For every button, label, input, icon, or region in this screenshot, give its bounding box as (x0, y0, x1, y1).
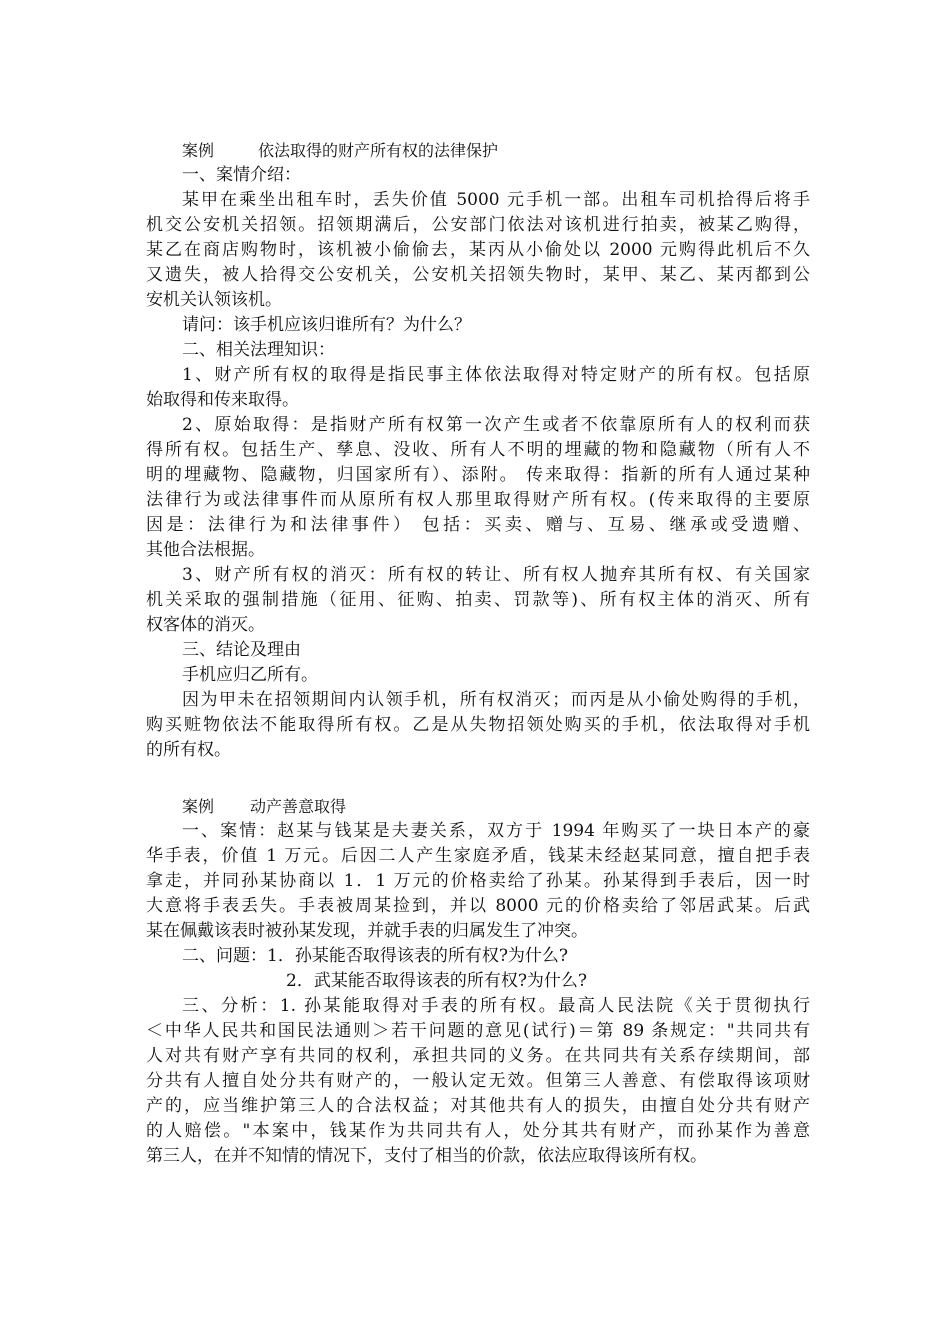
paragraph-line: 某甲在乘坐出租车时，丢失价值 5000 元手机一部。出租车司机拾得后将手 (182, 190, 810, 210)
paragraph-line: 明的埋藏物、隐藏物，归国家所有）、添附。 传来取得：指新的所有人通过某种 (146, 465, 810, 485)
paragraph-line: 第三人，在并不知情的情况下，支付了相当的价款，依法应取得该所有权。 (146, 1146, 707, 1166)
case-section-2 (146, 794, 810, 1169)
case-1-title-label: 案例 (182, 141, 215, 160)
paragraph-line: 分共有人擅自处分共有财产的，一般认定无效。但第三人善意、有偿取得该项财 (146, 1071, 810, 1091)
case-2-title (146, 794, 810, 819)
paragraph-line: 的人赔偿。"本案中，钱某作为共同共有人，处分其共有财产，而孙某作为善意 (146, 1121, 810, 1141)
paragraph-line: 三、结论及理由 (182, 640, 301, 660)
paragraph-line: 某在佩戴该表时被孙某发现，并就手表的归属发生了冲突。 (146, 921, 588, 941)
paragraph-line: 又遗失，被人拾得交公安机关，公安机关招领失物时，某甲、某乙、某丙都到公 (146, 265, 810, 285)
paragraph-line: 手机应归乙所有。 (182, 665, 318, 685)
paragraph-line: 1、财产所有权的取得是指民事主体依法取得对特定财产的所有权。包括原 (182, 365, 810, 385)
paragraph-line: 产的，应当维护第三人的合法权益；对其他共有人的损失，由擅自处分共有财产 (146, 1096, 810, 1116)
paragraph-line: 购买赃物依法不能取得所有权。乙是从失物招领处购买的手机，依法取得对手机 (146, 715, 810, 735)
paragraph-line: 二、问题：1．孙某能否取得该表的所有权?为什么? (182, 946, 569, 966)
paragraph-line: 因为甲未在招领期间内认领手机，所有权消灭；而丙是从小偷处购得的手机， (182, 690, 810, 710)
case-2-body (146, 819, 810, 1169)
paragraph-line: 其他合法根据。 (146, 540, 265, 560)
case-section-1 (146, 138, 810, 763)
paragraph-line: 华手表，价值 1 万元。后因二人产生家庭矛盾，钱某未经赵某同意，擅自把手表 (146, 846, 810, 866)
paragraph-line: 2．武某能否取得该表的所有权?为什么? (286, 971, 588, 991)
paragraph-line: 人对共有财产享有共同的权利，承担共同的义务。在共同共有关系存续期间，部 (146, 1046, 810, 1066)
paragraph-line: 安机关认领该机。 (146, 290, 282, 310)
paragraph-line: 因是：法律行为和法律事件） 包括：买卖、赠与、互易、继承或受遗赠、 (146, 515, 810, 535)
paragraph-line: 法律行为或法律事件而从原所有权人那里取得财产所有权。(传来取得的主要原 (146, 490, 810, 510)
paragraph-line: 某乙在商店购物时，该机被小偷偷去，某丙从小偷处以 2000 元购得此机后不久 (146, 240, 810, 260)
paragraph-line: 三、分析：1. 孙某能取得对手表的所有权。最高人民法院《关于贯彻执行 (182, 996, 810, 1016)
paragraph-line: 2、原始取得：是指财产所有权第一次产生或者不依靠原所有人的权利而获 (182, 415, 810, 435)
paragraph-line: 权客体的消灭。 (146, 615, 265, 635)
paragraph-line: 始取得和传来取得。 (146, 390, 299, 410)
case-2-title-label: 案例 (182, 797, 215, 816)
paragraph-line: 一、案情：赵某与钱某是夫妻关系，双方于 1994 年购买了一块日本产的豪 (182, 821, 810, 841)
paragraph-line: 二、相关法理知识： (182, 340, 335, 360)
paragraph-line: ＜中华人民共和国民法通则＞若干问题的意见(试行)＝第 89 条规定："共同共有 (146, 1021, 810, 1041)
paragraph-line: 3、财产所有权的消灭：所有权的转让、所有权人抛弃其所有权、有关国家 (182, 565, 810, 585)
paragraph-line: 拿走，并同孙某协商以 1．1 万元的价格卖给了孙某。孙某得到手表后，因一时 (146, 871, 810, 891)
paragraph-line: 得所有权。包括生产、孳息、没收、所有人不明的埋藏的物和隐藏物（所有人不 (146, 440, 810, 460)
paragraph-line: 的所有权。 (146, 740, 231, 760)
paragraph-line: 请问：该手机应该归谁所有？为什么？ (182, 315, 471, 335)
case-2-title-text: 动产善意取得 (250, 797, 347, 816)
paragraph-line: 机关采取的强制措施（征用、征购、拍卖、罚款等)、所有权主体的消灭、所有 (146, 590, 810, 610)
paragraph-line: 机交公安机关招领。招领期满后，公安部门依法对该机进行拍卖，被某乙购得， (146, 215, 810, 235)
paragraph-line: 一、案情介绍： (182, 165, 301, 185)
case-1-title-text: 依法取得的财产所有权的法律保护 (258, 141, 499, 160)
case-1-body (146, 163, 810, 763)
case-1-title (146, 138, 810, 163)
paragraph-line: 大意将手表丢失。手表被周某捡到，并以 8000 元的价格卖给了邻居武某。后武 (146, 896, 810, 916)
